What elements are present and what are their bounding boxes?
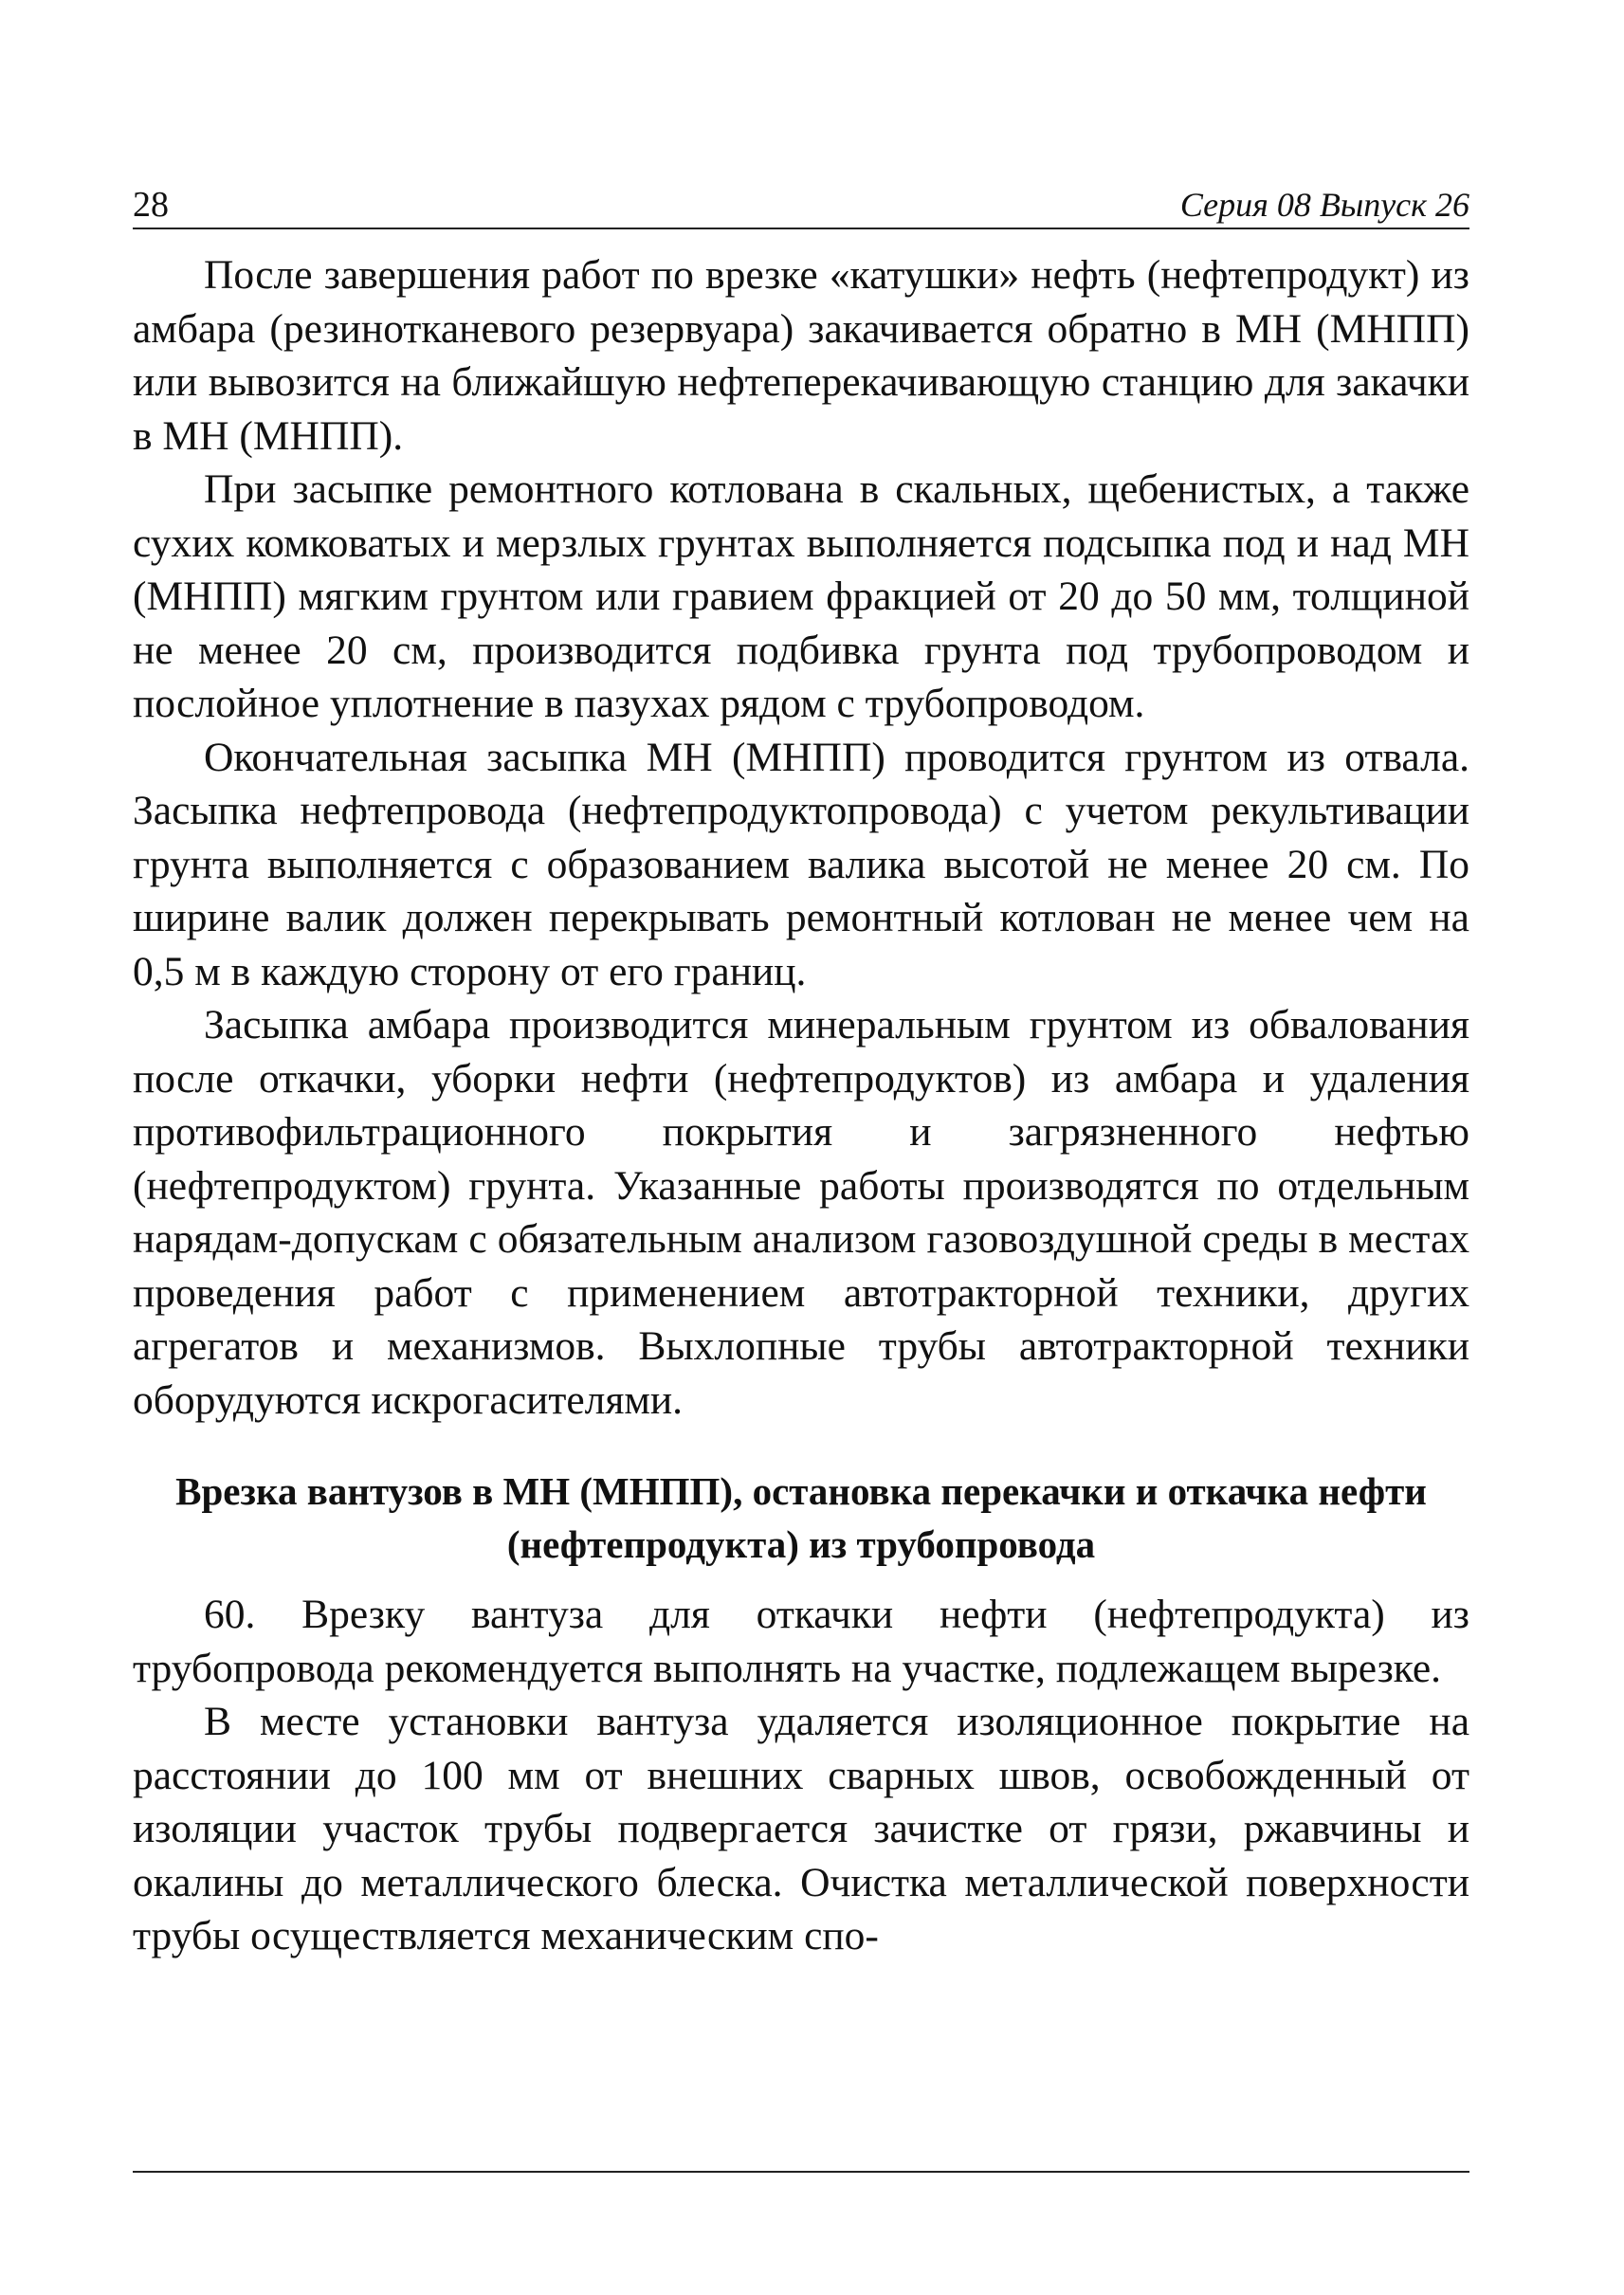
body-text — [133, 248, 1469, 1963]
page-number: 28 — [133, 185, 169, 225]
paragraph: При засыпке ремонтного котлована в скальных, щебенистых, а также сухих комковатых и мерзлых грунтах выполняется подсыпка под и над МН (МНПП) мягким грунтом или гравием фракцией от 20 до 50 мм, толщиной не менее 20 см, производится подбивка грунта под трубопроводом и послойное уплотнение в пазухах рядом с трубопроводом. — [133, 466, 1469, 726]
header-rule — [133, 228, 1469, 229]
paragraph: 60. Врезку вантуза для откачки нефти (нефтепродукта) из трубопровода рекомендуется выполнять на участке, подлежащем вырезке. — [133, 1592, 1469, 1691]
paragraph: В месте установки вантуза удаляется изоляционное покрытие на расстоянии до 100 мм от внешних сварных швов, освобожденный от изоляции участок трубы подвергается зачистке от грязи, ржавчины и окалины до металлического блеска. Очистка металлической поверхности трубы осуществляется механическим спо- — [133, 1699, 1469, 1958]
running-head: Серия 08 Выпуск 26 — [1179, 186, 1469, 224]
paragraph: Окончательная засыпка МН (МНПП) проводится грунтом из отвала. Засыпка нефтепровода (нефтепродуктопровода) с учетом рекультивации грунта выполняется с образованием валика высотой не менее 20 см. По ширине валик должен перекрывать ремонтный котлован не менее чем на 0,5 м в каждую сторону от его границ. — [133, 734, 1469, 994]
section-heading: Врезка вантузов в МН (МНПП), остановка перекачки и откачка нефти (нефтепродукта) из трубопровода — [175, 1469, 1427, 1566]
page-header — [133, 180, 1469, 229]
paragraph: Засыпка амбара производится минеральным грунтом из обвалования после откачки, уборки нефти (нефтепродуктов) из амбара и удаления противофильтрационного покрытия и загрязненного нефтью (нефтепродуктом) грунта. Указанные работы производятся по отдельным нарядам-допускам с обязательным анализом газовоздушной среды в местах проведения работ с применением автотракторной техники, других агрегатов и механизмов. Выхлопные трубы автотракторной техники оборудуются искрогасителями. — [133, 1002, 1469, 1423]
paragraph: После завершения работ по врезке «катушки» нефть (нефтепродукт) из амбара (резинотканевого резервуара) закачивается обратно в МН (МНПП) или вывозится на ближайшую нефтеперекачивающую станцию для закачки в МН (МНПП). — [133, 252, 1469, 459]
footer-rule — [133, 2171, 1469, 2173]
